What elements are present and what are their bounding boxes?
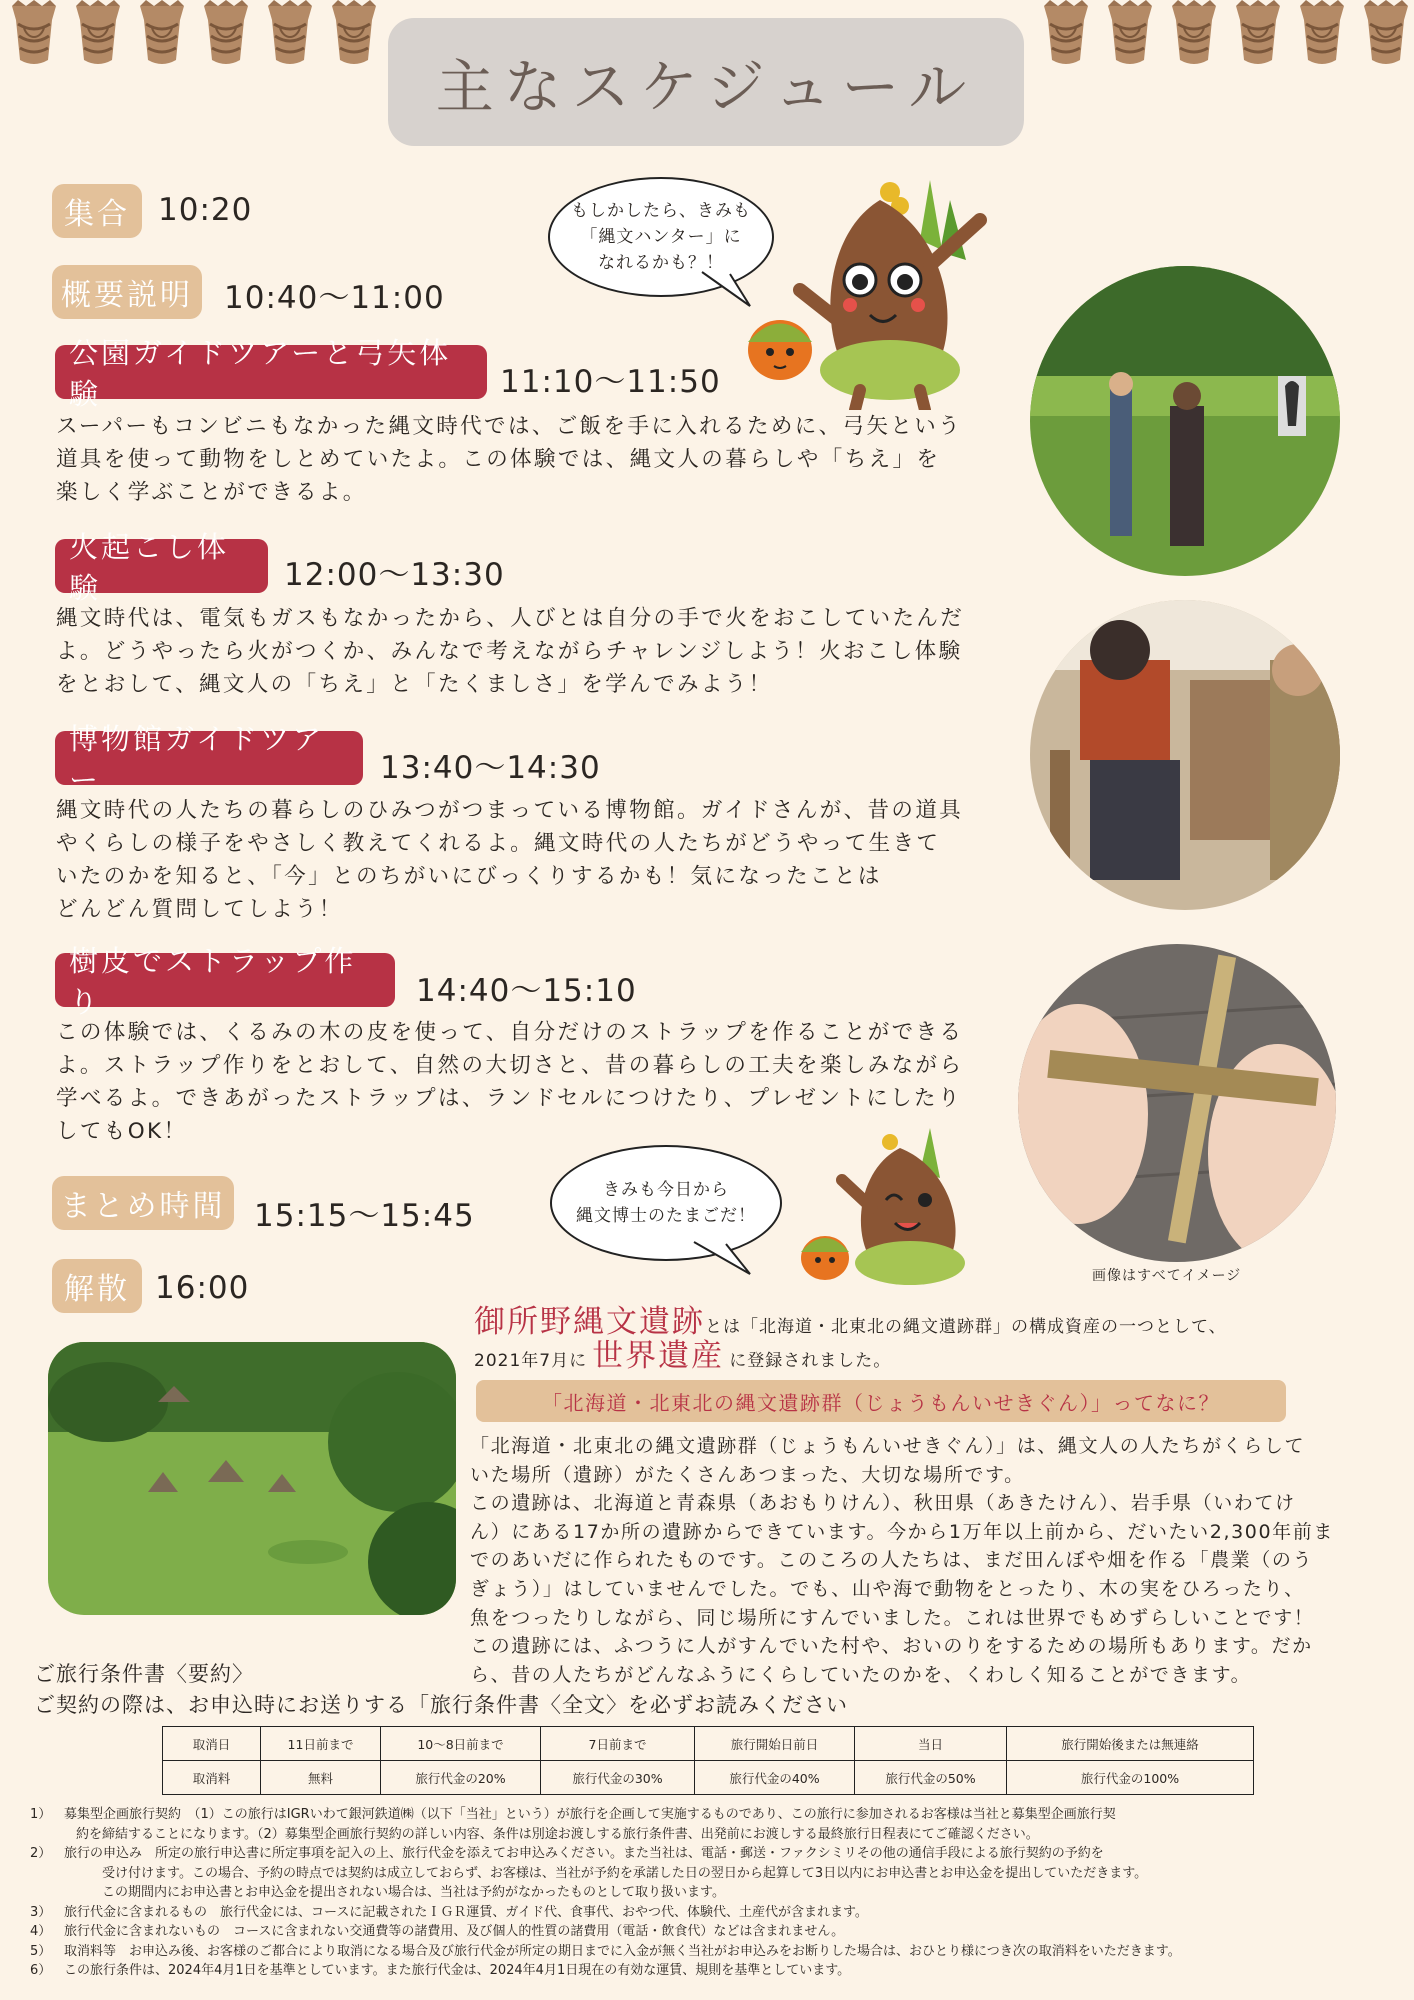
schedule-time-strap: 14:40〜15:10 (416, 973, 637, 1009)
world-heritage: 世界遺産 (592, 1338, 725, 1374)
site-question-heading: 「北海道・北東北の縄文遺跡群（じょうもんいせきぐん）」ってなに？ (476, 1380, 1286, 1422)
jomon-pot-icon (68, 0, 128, 70)
schedule-label-strap: 樹皮でストラップ作り (55, 953, 395, 1007)
jomon-mascot-characters-bottom (780, 1128, 980, 1288)
list-item: 1） 募集型企画旅行契約 （1）この旅行はIGRいわて銀河鉄道㈱（以下「当社」という）が旅行を企画して実施するものであり、この旅行に参加されるお客様は当社と募集型企画旅行契 約を締結することになります。（2）募集型企画旅行契約の詳しい内容、条件は別途お渡しする旅行条件書、出発前にお渡しする最終旅行日程表にてご確認ください。 (30, 1807, 1116, 1842)
speech-bubble-bottom: きみも今日から 縄文博士のたまごだ！ (550, 1145, 782, 1261)
park-tour-description: スーパーもコンビニもなかった縄文時代では、ご飯を手に入れるために、弓矢という 道具を使って動物をしとめていたよ。この体験では、縄文人の暮らしや「ちえ」を 楽しく学ぶことができるよ。 (56, 414, 963, 505)
jomon-pot-icon (4, 0, 64, 70)
jomon-pot-icon (1100, 0, 1160, 70)
schedule-time-overview: 10:40〜11:00 (224, 280, 445, 316)
schedule-label-park-tour: 公園ガイドツアーと弓矢体験 (55, 345, 487, 399)
jomon-pot-icon (132, 0, 192, 70)
schedule-label-fire: 火起こし体験 (55, 539, 268, 593)
site-intro-line1: 御所野縄文遺跡とは「北海道・北東北の縄文遺跡群」の構成資産の一つとして、 (474, 1304, 1227, 1340)
pottery-decoration-right (1036, 0, 1414, 70)
schedule-time-dismiss: 16:00 (155, 1270, 250, 1306)
bubble-tail-bottom (690, 1240, 760, 1280)
schedule-time-summary: 15:15〜15:45 (254, 1198, 475, 1234)
jomon-pot-icon (324, 0, 384, 70)
site-answer: 「北海道・北東北の縄文遺跡群（じょうもんいせきぐん）」は、縄文人の人たちがくらして いた場所（遺跡）がたくさんあつまった、大切な場所です。 この遺跡は、北海道と青森県（あおもりけん）、秋田県（あきたけん）、岩手県（いわてけ ん）にある17か所の遺跡からできています。今から1万年以上前から、だいたい2,300年前ま でのあいだに作られたものです。このころの人たちは、まだ田んぼや畑を作る「農業（のう ぎょう）」はしていませんでした。でも、山や海で動物をとったり、木の実をひろったり、 魚をつったりしながら、同じ場所にすんでいました。これは世界でもめずらしいことです！ この遺跡には、ふつうに人がすんでいた村や、おいのりをするための場所もあります。だか ら、昔の人たちがどんなふうにくらしていたのかを、くわしく知ることができます。 (470, 1435, 1334, 1686)
list-item: 5） 取消料等 お申込み後、お客様のご都合により取消になる場合及び旅行代金が所定の期日までに入金が無く当社がお申込みをお断りした場合は、おひとり様につき次の取消料をいただきます。 (30, 1943, 1181, 1959)
jomon-pot-icon (1292, 0, 1352, 70)
jomon-pot-icon (1036, 0, 1096, 70)
photo-bark-strap (1018, 944, 1336, 1262)
strap-description: この体験では、くるみの木の皮を使って、自分だけのストラップを作ることができる よ。ストラップ作りをとおして、自然の大切さと、昔の暮らしの工夫を楽しみながら 学べるよ。できあがったストラップは、ランドセルにつけたり、プレゼントにしたり してもOK！ (56, 1020, 964, 1144)
schedule-time-park-tour: 11:10〜11:50 (500, 364, 721, 400)
speech-bubble-top: もしかしたら、きみも 「縄文ハンター」に なれるかも？！ (548, 177, 774, 297)
jomon-pot-icon (1356, 0, 1414, 70)
schedule-time-museum: 13:40〜14:30 (380, 750, 601, 786)
table-row: 取消料 無料 旅行代金の20% 旅行代金の30% 旅行代金の40% 旅行代金の50% 旅行代金の100% (163, 1761, 1254, 1795)
terms-heading: ご旅行条件書〈要約〉 (34, 1662, 254, 1686)
list-item: 3） 旅行代金に含まれるもの 旅行代金には、コースに記載されたＩＧＲ運賃、ガイド代、食事代、おやつ代、体験代、土産代が含まれます。 (30, 1904, 868, 1920)
site-name: 御所野縄文遺跡 (474, 1304, 705, 1340)
photo-fire-making (1030, 600, 1340, 910)
schedule-time-gather: 10:20 (158, 192, 253, 228)
table-row: 取消日 11日前まで 10〜8日前まで 7日前まで 旅行開始日前日 当日 旅行開始後または無連絡 (163, 1727, 1254, 1761)
list-item: 2） 旅行の申込み 所定の旅行申込書に所定事項を記入の上、旅行代金を添えてお申込みください。また当社は、電話・郵送・ファクシミリその他の通信手段による旅行契約の予約を 受け付けます。この場合、予約の時点では契約は成立しておらず、お客様は、当社が予約を承諾した日の翌日から起算して3日以内にお申込書とお申込金を提出していただきます。 この期間内にお申込書とお申込金を提出されない場合は、当社は予約がなかったものとして取り扱います。 (30, 1846, 1148, 1900)
jomon-pot-icon (260, 0, 320, 70)
cancellation-fee-table (162, 1726, 1254, 1795)
photo-goshono-site-aerial (48, 1342, 456, 1615)
schedule-time-fire: 12:00〜13:30 (284, 557, 505, 593)
page-title: 主なスケジュール (435, 53, 977, 121)
list-item: 4） 旅行代金に含まれないもの コースに含まれない交通費等の諸費用、及び個人的性質の諸費用（電話・飲食代）などは含まれません。 (30, 1924, 845, 1939)
jomon-mascot-characters-top (730, 170, 1000, 410)
schedule-label-museum: 博物館ガイドツアー (55, 731, 363, 785)
terms-subheading: ご契約の際は、お申込時にお送りする「旅行条件書〈全文〉を必ずお読みください (34, 1693, 848, 1717)
schedule-label-dismiss: 解散 (52, 1259, 142, 1313)
image-note: 画像はすべてイメージ (1092, 1268, 1242, 1284)
schedule-label-gather: 集合 (52, 184, 142, 238)
jomon-pot-icon (1164, 0, 1224, 70)
pottery-decoration-left (4, 0, 384, 70)
site-intro-line2: 2021年7月に 世界遺産 に登録されました。 (474, 1338, 892, 1374)
list-item: 6） この旅行条件は、2024年4月1日を基準としています。また旅行代金は、2024年4月1日現在の有効な運賃、規則を基準としています。 (30, 1963, 851, 1978)
page-title-box (388, 18, 1024, 146)
schedule-label-overview: 概要説明 (52, 265, 202, 319)
terms-notes (30, 1805, 1400, 1981)
schedule-label-summary: まとめ時間 (52, 1176, 234, 1230)
jomon-pot-icon (1228, 0, 1288, 70)
photo-archery (1030, 266, 1340, 576)
museum-description: 縄文時代の人たちの暮らしのひみつがつまっている博物館。ガイドさんが、昔の道具 やくらしの様子をやさしく教えてくれるよ。縄文時代の人たちがどうやって生きて いたのかを知ると、「今」とのちがいにびっくりするかも！気になったことは どんどん質問してしよう！ (56, 798, 964, 922)
jomon-pot-icon (196, 0, 256, 70)
fire-description: 縄文時代は、電気もガスもなかったから、人びとは自分の手で火をおこしていたんだ よ。どうやったら火がつくか、みんなで考えながらチャレンジしよう！火おこし体験 をとおして、縄文人の「ちえ」と「たくましさ」を学んでみよう！ (56, 606, 965, 697)
